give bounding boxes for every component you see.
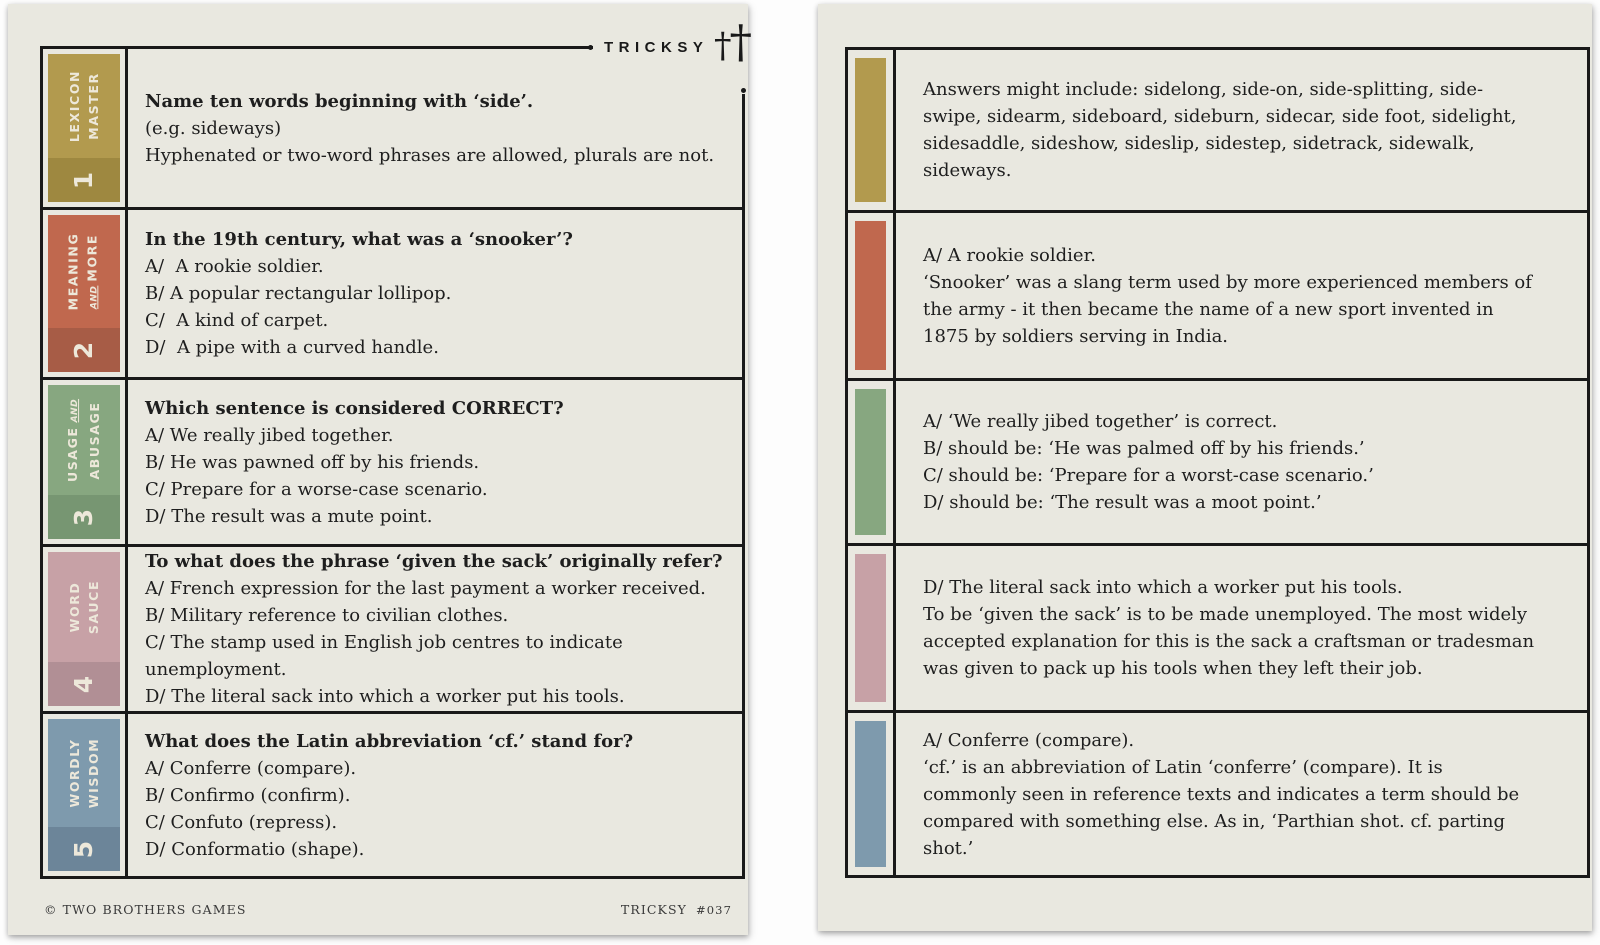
card-footer (44, 902, 732, 917)
question-row-meaning-and-more (43, 210, 742, 380)
question-option: C/ Prepare for a worse-case scenario. (145, 478, 488, 500)
question-option: A/ A rookie soldier. (145, 256, 324, 277)
question-row-word-sauce (43, 547, 742, 714)
question-option: A/ We really jibed together. (145, 424, 394, 446)
dagger-icon: † (714, 26, 732, 66)
question-option: D/ Conformatio (shape). (145, 838, 365, 860)
answer-line: A/ Conferre (compare). (923, 729, 1135, 751)
question-option: C/ A kind of carpet. (145, 310, 329, 331)
category-tab-usage-and-abusage (43, 380, 128, 544)
answers-card (818, 4, 1592, 931)
category-number-strip (48, 827, 120, 871)
category-tab-color (48, 385, 120, 539)
answer-line: A/ ‘We really jibed together’ is correct. (923, 411, 1278, 432)
question-option: A/ French expression for the last payment a worker received. (145, 578, 706, 599)
category-label (65, 580, 103, 634)
border-start-dot (741, 88, 746, 93)
question-text (128, 714, 742, 876)
category-tab-color (48, 215, 120, 372)
category-label-line: SAUCE (86, 579, 101, 635)
answer-category-color (855, 58, 886, 202)
answer-category-tab (848, 50, 896, 210)
question-text (128, 547, 742, 711)
answer-line: D/ The literal sack into which a worker put his tools. (923, 577, 1403, 598)
question-lead: What does the Latin abbreviation ‘cf.’ stand for? (145, 730, 634, 752)
copyright-text: © TWO BROTHERS GAMES (44, 902, 247, 917)
category-label-and: AND (89, 285, 100, 310)
rule-end-dot (588, 45, 593, 50)
answer-row-word-sauce (848, 546, 1587, 713)
answer-category-color (855, 221, 886, 370)
answer-text (896, 713, 1587, 875)
category-label-line: WORDLY (66, 738, 82, 808)
question-option: C/ Confuto (repress). (145, 811, 338, 833)
dagger-icon: † (729, 15, 752, 68)
brand-title: TRICKSY (604, 39, 709, 56)
question-line: Hyphenated or two-word phrases are allowed, plurals are not. (145, 144, 715, 166)
answer-text (896, 50, 1587, 210)
question-option: B/ Confirmo (confirm). (145, 784, 351, 806)
answer-row-wordly-wisdom (848, 713, 1587, 875)
question-option: C/ The stamp used in English job centres to indicate unemployment. (145, 632, 623, 680)
question-option: B/ He was pawned off by his friends. (145, 451, 480, 473)
card-id-brand: TRICKSY (620, 902, 687, 917)
question-lead: To what does the phrase ‘given the sack’ originally refer? (145, 551, 723, 572)
question-option: D/ The literal sack into which a worker put his tools. (145, 686, 625, 707)
answer-text (896, 381, 1587, 543)
answer-line: ‘Snooker’ was a slang term used by more experienced members of the army - it then became the name of a new sport invented in 1875 by soldiers serving in India. (923, 271, 1532, 347)
answer-category-tab (848, 546, 896, 710)
category-number-strip (48, 662, 120, 706)
question-row-lexicon-master (43, 49, 742, 210)
question-lead: Which sentence is considered CORRECT? (145, 397, 564, 419)
card-id (621, 902, 732, 917)
question-option: D/ The result was a mute point. (145, 505, 433, 527)
answer-row-meaning-and-more (848, 213, 1587, 381)
question-line: (e.g. sideways) (145, 117, 282, 139)
answer-line: Answers might include: sidelong, side-on, side-splitting, side-swipe, sidearm, sideboard, sideburn, sidecar, side foot, sidelight, sidesaddle, sideshow, sideslip, sidestep, sidetrack, sidewalk, sideways. (923, 79, 1517, 181)
answer-row-lexicon-master (848, 50, 1587, 213)
category-label (65, 738, 103, 808)
questions-card (8, 4, 752, 935)
category-tab-color (48, 719, 120, 871)
category-label-line: LEXICON (67, 69, 83, 143)
question-text (128, 210, 742, 377)
category-label (64, 233, 105, 311)
question-option: D/ A pipe with a curved handle. (145, 337, 439, 358)
answer-category-tab (848, 213, 896, 378)
category-number: 3 (69, 508, 99, 526)
answer-line: A/ A rookie soldier. (923, 244, 1096, 266)
answer-line: B/ should be: ‘He was palmed off by his friends.’ (923, 438, 1365, 459)
question-option: A/ Conferre (compare). (145, 757, 357, 779)
answer-category-color (855, 554, 886, 702)
answer-category-color (855, 721, 886, 867)
category-tab-color (48, 54, 120, 202)
answer-category-color (855, 389, 886, 535)
category-number-strip (48, 328, 120, 372)
answer-line: D/ should be: ‘The result was a moot point.’ (923, 492, 1322, 513)
category-number: 5 (69, 840, 99, 858)
question-row-usage-and-abusage (43, 380, 742, 547)
answer-category-tab (848, 381, 896, 543)
question-lead: Name ten words beginning with ‘side’. (145, 90, 534, 112)
question-text (128, 49, 742, 207)
category-number-strip (48, 158, 120, 202)
question-option: B/ A popular rectangular lollipop. (145, 283, 452, 304)
answer-row-usage-and-abusage (848, 381, 1587, 546)
question-text (128, 380, 742, 544)
answer-line: To be ‘given the sack’ is to be made unemployed. The most widely accepted explanation for this is the sack a craftsman or tradesman was given to pack up his tools when they left their job. (923, 604, 1535, 679)
category-label (64, 398, 105, 481)
answer-line: C/ should be: ‘Prepare for a worst-case scenario.’ (923, 465, 1374, 486)
category-label-line: MORE (84, 233, 100, 282)
category-label-line: MASTER (86, 72, 102, 140)
question-row-wordly-wisdom (43, 714, 742, 876)
category-number: 2 (69, 341, 99, 359)
answer-line: ‘cf.’ is an abbreviation of Latin ‘conferre’ (compare). It is commonly seen in reference texts and indicates a term should be compared with something else. As in, ‘Parthian shot. cf. parting shot.’ (923, 756, 1520, 859)
answer-text (896, 213, 1587, 378)
card-id-number: #037 (696, 903, 732, 917)
category-number: 4 (69, 675, 99, 693)
category-number: 1 (69, 171, 99, 189)
daggers-icon (714, 14, 752, 68)
category-tab-color (48, 552, 120, 706)
question-option: B/ Military reference to civilian clothes. (145, 605, 509, 626)
category-tab-word-sauce (43, 547, 128, 711)
category-tab-wordly-wisdom (43, 714, 128, 876)
questions-table (40, 46, 745, 879)
answers-table (845, 47, 1590, 878)
category-tab-lexicon-master (43, 49, 128, 207)
category-label-line: USAGE (65, 425, 81, 482)
category-number-strip (48, 495, 120, 539)
category-label-line: ABUSAGE (87, 400, 103, 480)
question-lead: In the 19th century, what was a ‘snooker’? (145, 229, 573, 250)
category-tab-meaning-and-more (43, 210, 128, 377)
answer-category-tab (848, 713, 896, 875)
category-label-line: MEANING (65, 232, 81, 311)
category-label-line: WISDOM (85, 737, 101, 809)
category-label-line: WORD (67, 581, 82, 633)
answer-text (896, 546, 1587, 710)
category-label-and: AND (70, 398, 81, 422)
category-label (65, 70, 103, 142)
